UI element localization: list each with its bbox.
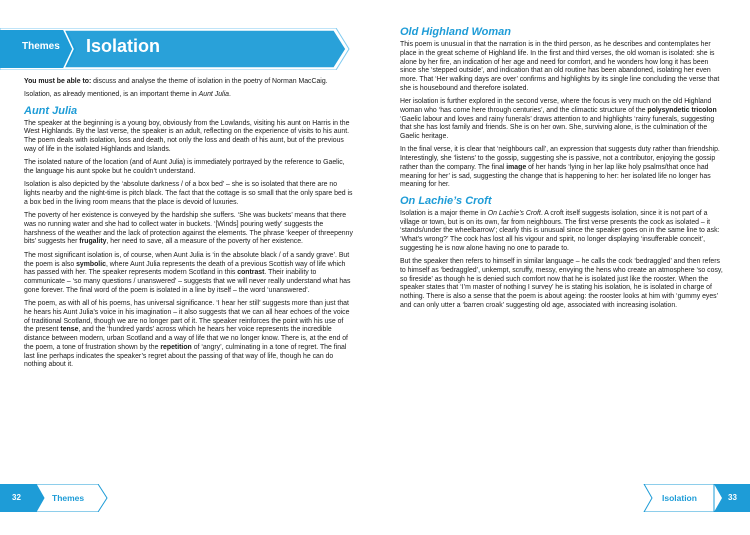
heading-on-lachies-croft: On Lachie’s Croft <box>400 194 492 207</box>
key-term: frugality <box>79 238 107 246</box>
right-column-text <box>400 26 725 315</box>
paragraph: The speaker at the beginning is a young boy, obviously from the Lowlands, visiting his aunt on Harris in the West Highlands. By the last verse, the speaker is an adult, reflecting on the experience of visits to his aunt. The poem deals with isolation, loss and death, not only the loss and death of his aunt, but of the previous way of life in the isolated Highlands and Islands. <box>24 119 350 153</box>
poem-title-italic: On Lachie’s Croft <box>487 209 541 217</box>
intro-paragraph <box>24 91 354 100</box>
key-term: image <box>506 163 527 171</box>
paragraph: But the speaker then refers to himself in similar language – he calls the cock ‘bedraggled’ and then refers to himself as ‘bedraggled’, unkempt, scruffy, messy, envying the hens who create an atmosphere ‘so cosy, so fireside’ as though he is denied such comfort now that he is isolated just like the rooster. When the speaker states that ‘I’m master of nothing I survey’ he is stating his isolation, he is isolated in charge of nothing. There is also a sense that the poem is about ageing: the rooster looks at him with ‘gummy eyes’ and can only utter a ‘barren croak’ suggesting old age, associated with increasing isolation. <box>400 258 723 309</box>
text: Her isolation is further explored in the second verse, where the focus is very much on the old Highland woman who ‘has come here through centuries’, and the climactic structure of the <box>400 98 712 114</box>
right-page <box>375 0 750 535</box>
heading-old-highland-woman: Old Highland Woman <box>400 26 512 38</box>
text: , her need to save, all a measure of the poverty of her existence. <box>106 238 303 246</box>
objective-text: discuss and analyse the theme of isolation in the poetry of Norman MacCaig. <box>91 78 328 85</box>
footer-label-right: Isolation <box>662 493 697 503</box>
paragraph: The isolated nature of the location (and of Aunt Julia) is immediately portrayed by the reference to Gaelic, the language his aunt spoke but he couldn’t understand. <box>24 159 345 176</box>
footer-left <box>0 484 110 512</box>
page-number-right: 33 <box>728 493 737 502</box>
section-tab-label: Themes <box>22 41 60 52</box>
text: , where Aunt Julia represents the death of a previous Scottish way of life which has passed with her. The speaker represents modern Scotland in this <box>24 260 346 277</box>
footer-label-left: Themes <box>52 493 85 503</box>
key-term: polysyndetic tricolon <box>647 106 717 114</box>
paragraph: Isolation is also depicted by the ‘absolute darkness / of a box bed’ – she is so isolated that there are no lights nearby and the night-time is pitch black. The fact that the cottage is so small that the only spare bed is a box bed in the living room means that the place is devoid of luxuries. <box>24 181 353 206</box>
text: . A croft itself suggests isolation, since it is not part of a village or town, but is on its own, far from neighbours. The first verse presents the cock as isolated – it ‘stands/under the wheelbarrow’; clearly this is unusual since the speaker goes on in the same line to ask: ‘What’s wrong?’ The cock has lost all his vigour and spirit, no longer displaying ‘insufferable conceit’, suggesting he is now alone having no one to parade to. <box>400 209 720 252</box>
text: The most significant isolation is, of course, when Aunt Julia is ‘in the absolute black / of a sandy grave’. But the poem is also <box>24 251 350 268</box>
text: , and the ‘hundred yards’ across which he hears her voice represents the incredible distance between modern, urban Scotland and a way of life that we no longer know. There is, at the end of the poem, a tone of frustration shown by the <box>24 326 348 351</box>
left-column-text <box>24 78 354 375</box>
text: The poem, as with all of his poems, has universal significance. ‘I hear her still’ suggests more than just that he hears his Aunt Julia’s voice in his imagination – it also suggests that we can all hear echoes of the voice of traditional Scotland, though we are no longer part of it. The speaker reinforces the point with his use of the present <box>24 300 350 334</box>
header-banner <box>0 28 350 70</box>
text: ‘Gaelic labour and loves and rainy funerals’ draws attention to and highlights ‘rainy funerals, suggesting that she has lost family and friends. She is on her own. She, surviving alone, is the culmination of the Gaelic heritage. <box>400 115 715 141</box>
text: Isolation is a major theme in <box>400 209 488 217</box>
key-term: contrast <box>237 269 265 277</box>
paragraph <box>24 252 354 296</box>
footer-right <box>640 484 750 512</box>
text: In the final verse, it is clear that ‘neighbours call’, an expression that suggests duty rather than friendship. Interestingly, she ‘listens’ to the gossip, suggesting she is passive, not a contributor, enjoying the gossip rather than the company. The final <box>400 146 720 171</box>
page-number-left: 32 <box>12 493 21 502</box>
paragraph <box>400 146 725 190</box>
intro-text: Isolation, as already mentioned, is an important theme in <box>24 91 199 99</box>
objective-bold: You must be able to: <box>24 78 92 85</box>
key-term: tense <box>60 326 79 334</box>
paragraph <box>24 212 354 247</box>
paragraph: This poem is unusual in that the narration is in the third person, as he describes and contemplates her place in the great scheme of Highland life. In the first and third verses, the old woman is isolated: she is alone by her fire, an indication of her age and need for comfort, and he wonders how long it has been since she ‘stepped outside’, and indication that an old routine has been abandoned, isolating her even more. That ‘Her walking days are over’ confirms and highlights by its single line concluding the verse that she is housebound and therefore isolated. <box>400 41 720 92</box>
learning-objective <box>24 78 354 87</box>
page-title: Isolation <box>86 36 161 56</box>
poem-title-italic: Aunt Julia <box>198 91 229 99</box>
text: of ‘angry’, culminating in a tone of regret. The final last line perhaps indicates the speaker’s regret about the passing of that way of life, though he can do nothing about it. <box>24 343 347 369</box>
paragraph <box>400 98 725 142</box>
text: The poverty of her existence is conveyed by the hardship she suffers. ‘She was buckets’ means that there was no running water and she had to collect water in buckets. ‘[Winds] pouring wetly’ suggests the harshness of the weather and the lack of protection against the elements. The phrase ‘keeper of threepenny bits’ suggests her <box>24 212 353 246</box>
text: of her hands ‘lying in her lap like holy psalms/that once had meaning for her’ is sad, suggesting the change that is happening to her: her isolated life no longer has meaning for her. <box>400 163 711 189</box>
intro-text-end: . <box>228 91 231 99</box>
heading-aunt-julia: Aunt Julia <box>24 104 78 117</box>
paragraph <box>24 300 354 370</box>
key-term: symbolic <box>76 260 106 268</box>
text: . Their inability to communicate – ‘so many questions / unanswered’ – suggests that we will never really understand what has gone forever. The final word of the poem is isolated in a line by itself – the word ‘unanswered’. <box>24 269 351 294</box>
paragraph <box>400 210 725 254</box>
key-term: repetition <box>160 343 192 351</box>
